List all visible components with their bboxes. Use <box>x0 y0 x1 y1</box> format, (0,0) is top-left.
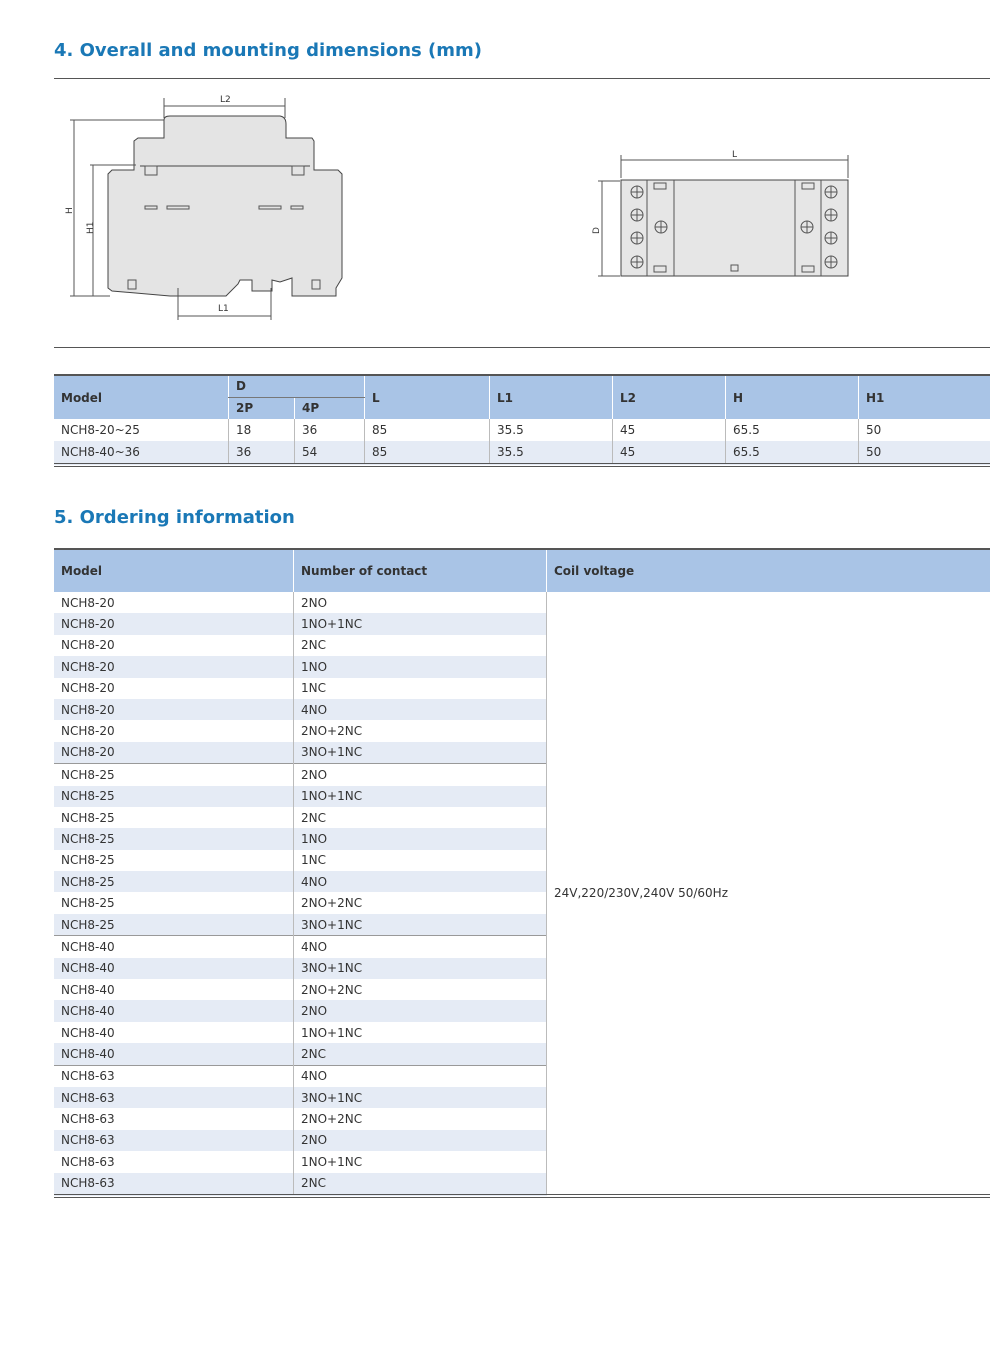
table-cell: 45 <box>613 419 726 441</box>
contact-cell: 1NO+1NC <box>294 786 547 807</box>
label-l: L <box>732 150 738 160</box>
header-h: H <box>726 375 859 419</box>
model-cell: NCH8-63 <box>61 1112 115 1127</box>
table-cell: 36 <box>295 419 365 441</box>
contact-cell: 3NO+1NC <box>294 742 547 764</box>
model-cell: NCH8-20 <box>54 613 294 634</box>
dimensions-table <box>54 374 990 467</box>
table-row <box>54 441 990 465</box>
table-cell: NCH8-40~36 <box>54 441 229 465</box>
contact-cell: 1NO+1NC <box>294 1022 547 1043</box>
table-cell: 45 <box>613 441 726 465</box>
model-cell: NCH8-25 <box>54 764 294 786</box>
model-cell: NCH8-63 <box>54 1130 294 1151</box>
model-cell: NCH8-40 <box>54 1043 294 1065</box>
contact-cell: 1NO <box>294 656 547 677</box>
header-d: D <box>229 375 365 397</box>
model-cell: NCH8-25 <box>54 914 294 936</box>
model-cell: NCH8-63 <box>61 1154 115 1169</box>
contact-cell: 3NO+1NC <box>294 958 547 979</box>
model-cell: NCH8-20 <box>61 638 115 653</box>
label-h1: H1 <box>86 221 96 234</box>
table-cell: NCH8-20~25 <box>61 423 140 437</box>
model-cell: NCH8-20 <box>54 699 294 720</box>
contact-cell: 2NC <box>294 635 547 656</box>
header-l1: L1 <box>490 375 613 419</box>
model-cell: NCH8-63 <box>54 1087 294 1108</box>
model-cell: NCH8-40 <box>54 1000 294 1021</box>
table-row <box>54 592 990 613</box>
table-cell: 65.5 <box>726 441 859 465</box>
section-4-title: 4. Overall and mounting dimensions (mm) <box>54 40 482 61</box>
header-l: L <box>365 375 490 419</box>
ordering-table <box>54 548 990 1198</box>
contact-cell: 1NO <box>294 828 547 849</box>
table-cell: 36 <box>229 441 295 465</box>
contact-cell: 2NO <box>294 1130 547 1151</box>
side-view-diagram <box>60 88 360 323</box>
table-cell: 65.5 <box>726 419 859 441</box>
header-h1: H1 <box>859 375 991 419</box>
model-cell: NCH8-20 <box>54 656 294 677</box>
label-l1: L1 <box>218 304 229 314</box>
model-cell: NCH8-20 <box>54 742 294 764</box>
model-cell: NCH8-25 <box>54 786 294 807</box>
model-cell: NCH8-40 <box>54 958 294 979</box>
header-l2: L2 <box>613 375 726 419</box>
table-cell: 35.5 <box>490 441 613 465</box>
coil-voltage-cell: 24V,220/230V,240V 50/60Hz <box>547 592 991 1196</box>
table-cell: 54 <box>295 441 365 465</box>
model-cell: NCH8-20 <box>61 681 115 696</box>
contact-cell: 4NO <box>294 1065 547 1087</box>
model-cell: NCH8-20 <box>61 595 115 610</box>
model-cell: NCH8-63 <box>54 1065 294 1087</box>
table-row <box>54 419 990 441</box>
contact-cell: 2NO+2NC <box>294 892 547 913</box>
table-cell: 85 <box>365 441 490 465</box>
label-h: H <box>65 207 75 214</box>
model-cell: NCH8-40 <box>61 982 115 997</box>
header-contacts: Number of contact <box>294 549 547 592</box>
top-view-diagram <box>590 145 860 280</box>
model-cell: NCH8-25 <box>61 810 115 825</box>
table-cell: 35.5 <box>490 419 613 441</box>
model-cell: NCH8-63 <box>54 1173 294 1196</box>
divider <box>54 347 990 348</box>
divider <box>54 78 990 79</box>
contact-cell: 2NO <box>294 764 547 786</box>
contact-cell: 1NC <box>294 678 547 699</box>
contact-cell: 2NC <box>294 1173 547 1196</box>
header-4p: 4P <box>295 397 365 419</box>
header-2p: 2P <box>229 397 295 419</box>
header-coil-voltage: Coil voltage <box>547 549 991 592</box>
model-cell: NCH8-25 <box>54 828 294 849</box>
table-cell: 50 <box>859 419 991 441</box>
model-cell: NCH8-25 <box>61 896 115 911</box>
contact-cell: 4NO <box>294 936 547 958</box>
model-cell: NCH8-20 <box>61 724 115 739</box>
table-cell: 50 <box>859 441 991 465</box>
label-l2: L2 <box>220 95 231 105</box>
contact-cell: 1NC <box>294 850 547 871</box>
contact-cell: 2NO <box>294 592 547 613</box>
contact-cell: 2NC <box>294 1043 547 1065</box>
contact-cell: 2NO+2NC <box>294 979 547 1000</box>
label-d: D <box>592 227 602 234</box>
contact-cell: 2NC <box>294 807 547 828</box>
contact-cell: 3NO+1NC <box>294 914 547 936</box>
contact-cell: 1NO+1NC <box>294 613 547 634</box>
contact-cell: 3NO+1NC <box>294 1087 547 1108</box>
model-cell: NCH8-25 <box>54 871 294 892</box>
contact-cell: 2NO+2NC <box>294 1108 547 1129</box>
contact-cell: 1NO+1NC <box>294 1151 547 1172</box>
contact-cell: 2NO <box>294 1000 547 1021</box>
header-model: Model <box>54 549 294 592</box>
table-cell: 18 <box>229 419 295 441</box>
contact-cell: 2NO+2NC <box>294 720 547 741</box>
model-cell: NCH8-40 <box>61 1025 115 1040</box>
header-model: Model <box>54 375 229 419</box>
section-5-title: 5. Ordering information <box>54 507 295 528</box>
contact-cell: 4NO <box>294 871 547 892</box>
contact-cell: 4NO <box>294 699 547 720</box>
table-cell: 85 <box>365 419 490 441</box>
model-cell: NCH8-25 <box>61 853 115 868</box>
model-cell: NCH8-40 <box>54 936 294 958</box>
